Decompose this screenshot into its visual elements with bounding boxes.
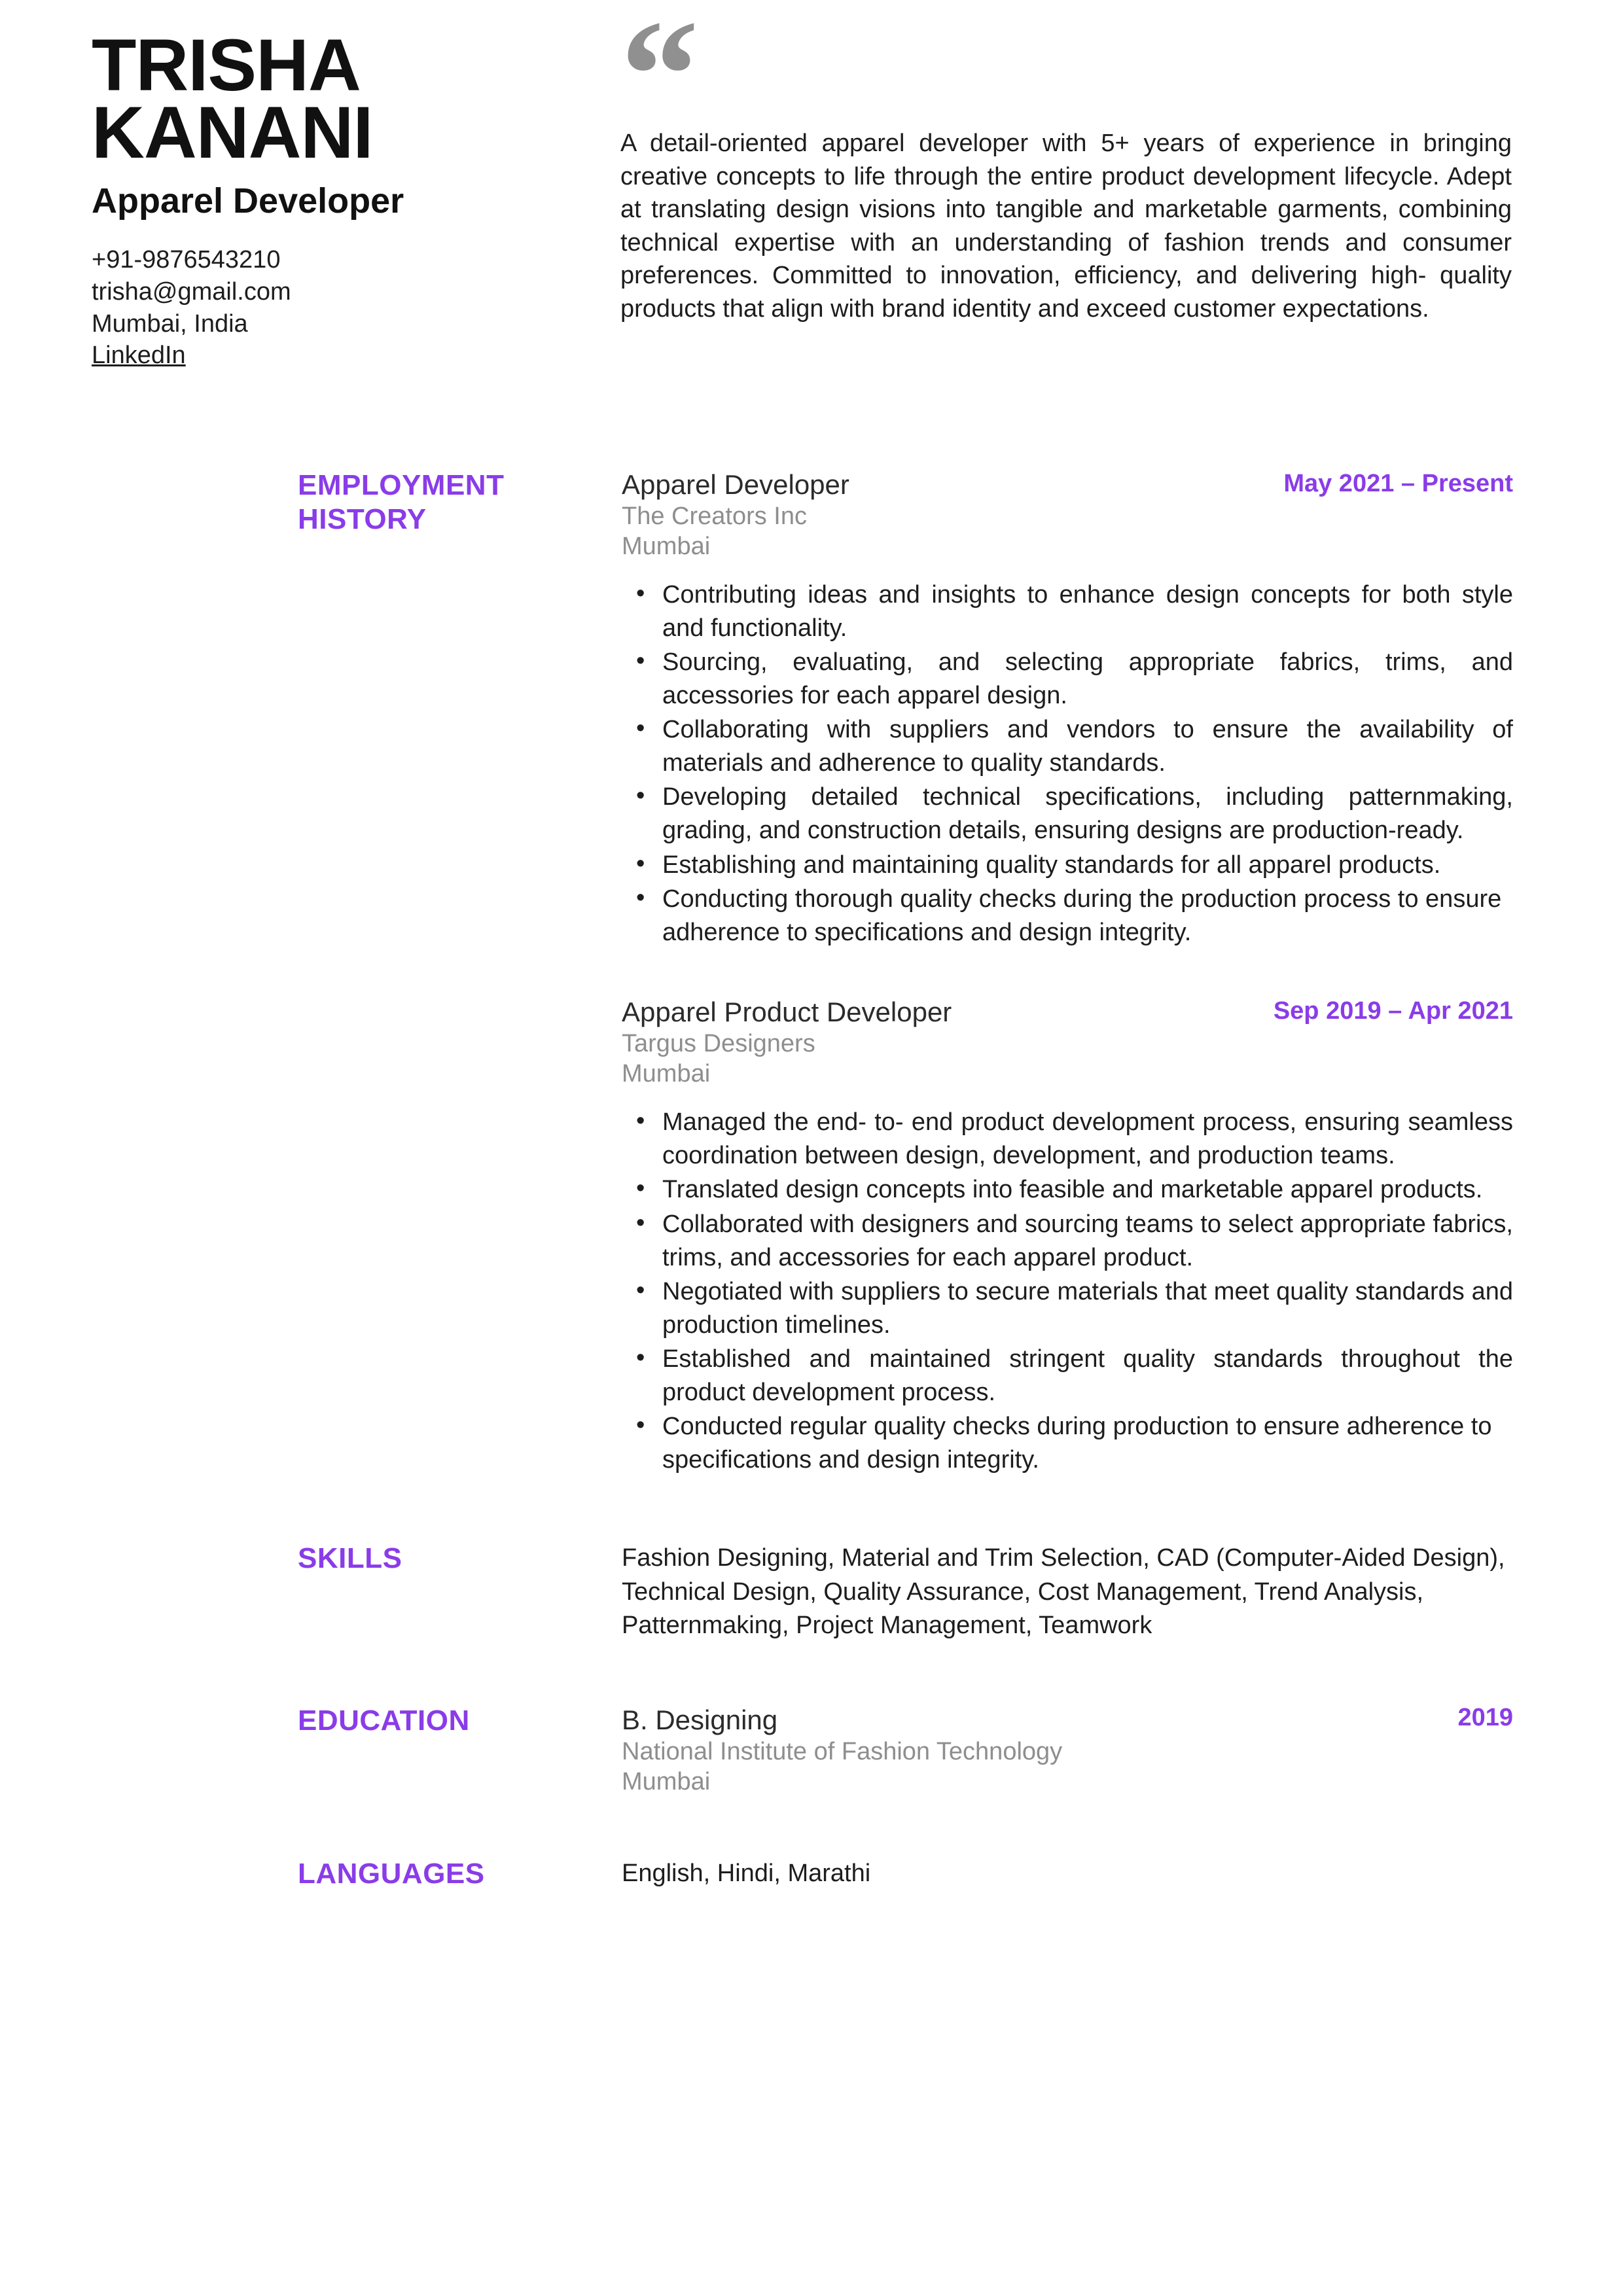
linkedin-link[interactable]: LinkedIn — [92, 342, 186, 370]
identity-block — [92, 24, 602, 372]
contact-phone: +91-9876543210 — [92, 246, 281, 274]
contact-email: trisha@gmail.com — [92, 278, 291, 306]
list-item: • Collaborating with suppliers and vendors to ensure the availability of materials and adherence to quality standards. — [662, 713, 1513, 779]
list-item: • Contributing ideas and insights to enhance design concepts for both style and functionality. — [662, 578, 1513, 645]
job-title: Apparel Product Developer — [622, 997, 952, 1028]
employment-entry — [622, 996, 1513, 1476]
summary-text: A detail-oriented apparel developer with 5+ years of experience in bringing creative concepts to life through the entire product development lifecycle. Adept at translating design visions into tangible and marketable garments, combining technical expertise with an understanding of fashion trends and consumer preferences. Committed to innovation, efficiency, and delivering high- quality products that align with brand identity and exceed customer expectations. — [620, 130, 1512, 323]
education-degree: B. Designing — [622, 1704, 778, 1736]
entry-headline — [622, 468, 1257, 561]
entry-headline — [622, 996, 1247, 1089]
job-responsibility-list — [622, 1106, 1513, 1476]
list-item: • Conducting thorough quality checks during the production process to ensure adherence to specifications and design integrity. — [662, 883, 1513, 949]
section-label-employment: EMPLOYMENT HISTORY — [298, 469, 505, 535]
employment-entry — [622, 468, 1513, 949]
job-date-range: Sep 2019 – Apr 2021 — [1273, 997, 1513, 1025]
list-item: • Translated design concepts into feasible and marketable apparel products. — [662, 1173, 1513, 1207]
education-location: Mumbai — [622, 1768, 711, 1796]
education-institution: National Institute of Fashion Technology — [622, 1737, 1063, 1765]
resume-body — [0, 468, 1623, 1891]
summary-block — [620, 0, 1512, 350]
entry-header — [622, 996, 1513, 1089]
candidate-role: Apparel Developer — [92, 181, 404, 221]
list-item: • Established and maintained stringent quality standards throughout the product development process. — [662, 1343, 1513, 1409]
contact-block — [92, 244, 602, 372]
resume-header — [0, 0, 1623, 458]
job-company: Targus Designers — [622, 1029, 815, 1057]
education-headline — [622, 1704, 1062, 1797]
list-item: • Negotiated with suppliers to secure materials that meet quality standards and production timelines. — [662, 1275, 1513, 1341]
section-employment-history — [0, 468, 1623, 1477]
languages-body — [622, 1857, 1513, 1891]
education-body — [622, 1704, 1513, 1797]
name-first: TRISHA — [92, 24, 361, 106]
section-label-education: EDUCATION — [298, 1704, 470, 1737]
list-item: • Conducted regular quality checks during production to ensure adherence to specifications and design integrity. — [662, 1410, 1513, 1476]
skills-text: Fashion Designing, Material and Trim Selection, CAD (Computer-Aided Design), Technical Design, Quality Assurance, Cost Management, Trend Analysis, Patternmaking, Project Management, Teamwork — [622, 1544, 1505, 1639]
job-location: Mumbai — [622, 1060, 711, 1088]
section-label-languages: LANGUAGES — [298, 1858, 485, 1890]
education-entry-header — [622, 1704, 1513, 1797]
job-title: Apparel Developer — [622, 469, 849, 500]
section-skills — [0, 1542, 1623, 1642]
education-year: 2019 — [1457, 1704, 1513, 1732]
employment-entries — [622, 468, 1513, 1477]
languages-text: English, Hindi, Marathi — [622, 1860, 871, 1888]
list-item: • Managed the end- to- end product development process, ensuring seamless coordination between design, development, and production teams. — [662, 1106, 1513, 1172]
quote-icon: “ — [620, 0, 695, 162]
list-item: • Establishing and maintaining quality standards for all apparel products. — [662, 849, 1513, 882]
job-location: Mumbai — [622, 532, 711, 560]
list-item: • Developing detailed technical specifications, including patternmaking, grading, and construction details, ensuring designs are production-ready. — [662, 781, 1513, 847]
job-company: The Creators Inc — [622, 502, 807, 530]
list-item: • Sourcing, evaluating, and selecting appropriate fabrics, trims, and accessories for each apparel design. — [662, 646, 1513, 712]
contact-location: Mumbai, India — [92, 309, 248, 338]
entry-header — [622, 468, 1513, 561]
section-education — [0, 1704, 1623, 1797]
name-last: KANANI — [92, 92, 373, 174]
section-label-skills: SKILLS — [298, 1542, 402, 1575]
skills-body — [622, 1542, 1513, 1642]
job-responsibility-list — [622, 578, 1513, 949]
list-item: • Collaborated with designers and sourcing teams to select appropriate fabrics, trims, and accessories for each apparel product. — [662, 1208, 1513, 1274]
candidate-name — [92, 24, 602, 174]
section-languages — [0, 1857, 1623, 1891]
job-date-range: May 2021 – Present — [1283, 470, 1513, 497]
